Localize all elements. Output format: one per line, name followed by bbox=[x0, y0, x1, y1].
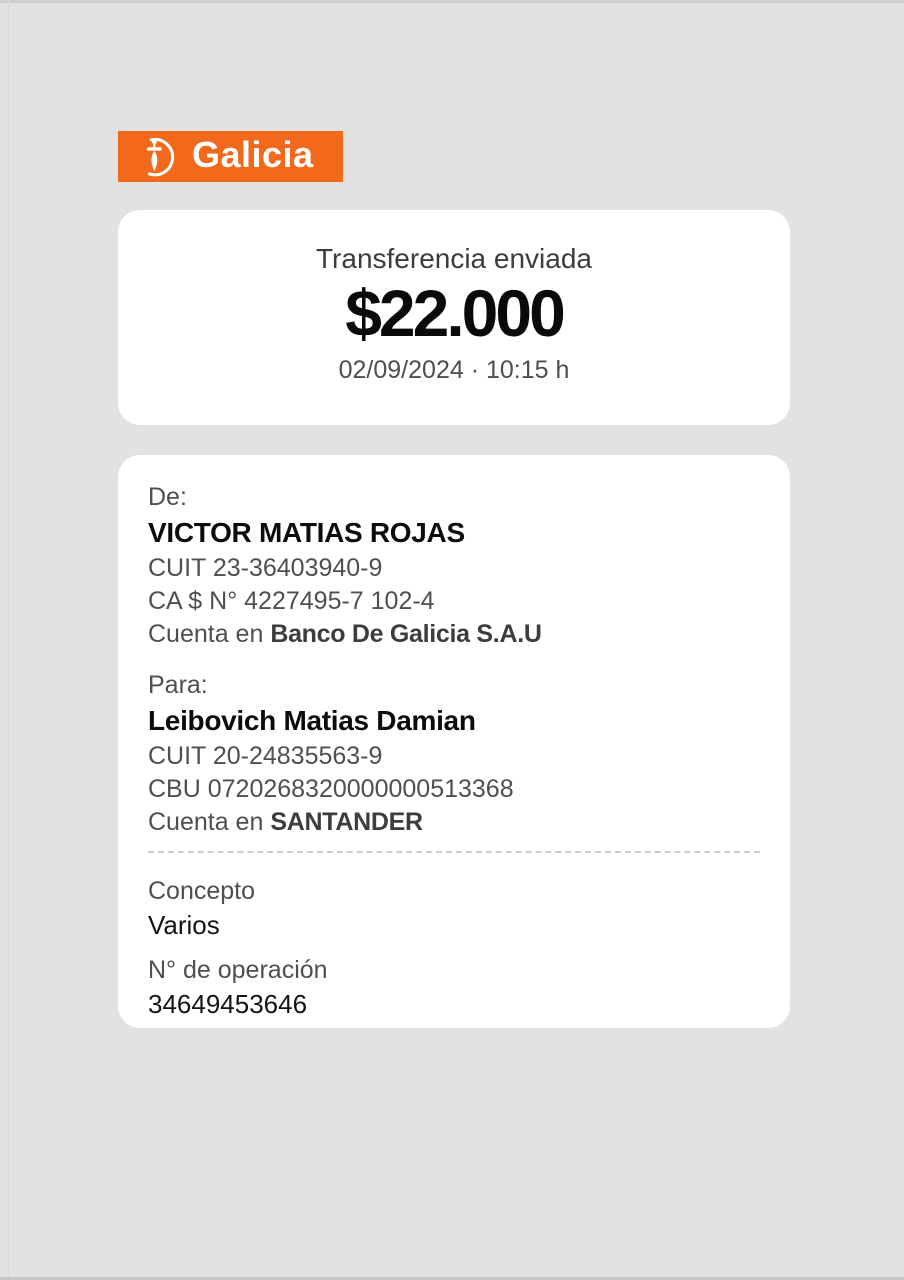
sender-name: VICTOR MATIAS ROJAS bbox=[148, 517, 465, 548]
concept-value: Varios bbox=[148, 910, 220, 940]
page-top-edge bbox=[0, 0, 904, 3]
transfer-datetime: 02/09/2024 · 10:15 h bbox=[338, 356, 570, 385]
galicia-logo bbox=[118, 131, 343, 182]
sender-cuit: CUIT 23-36403940-9 bbox=[148, 554, 383, 582]
recipient-section-label: Para: bbox=[148, 671, 208, 699]
recipient-bank-line bbox=[148, 806, 760, 839]
transfer-title: Transferencia enviada bbox=[315, 243, 592, 274]
galicia-sword-icon bbox=[126, 134, 188, 180]
recipient-name: Leibovich Matias Damian bbox=[148, 705, 476, 736]
recipient-cbu: CBU 0720268320000000513368 bbox=[148, 775, 514, 803]
concept-label: Concepto bbox=[148, 877, 256, 905]
sender-bank-line bbox=[148, 618, 760, 651]
galicia-wordmark: Galicia bbox=[192, 133, 314, 175]
page-left-edge-line bbox=[8, 0, 9, 1280]
operation-number-label: N° de operación bbox=[148, 956, 328, 984]
recipient-bank-name: SANTANDER bbox=[270, 808, 423, 836]
recipient-cuit: CUIT 20-24835563-9 bbox=[148, 742, 383, 770]
sender-account: CA $ N° 4227495-7 102-4 bbox=[148, 587, 435, 615]
recipient-bank-prefix: Cuenta en bbox=[148, 808, 271, 836]
sender-bank-name: Banco De Galicia S.A.U bbox=[270, 620, 542, 648]
transfer-amount: $22.000 bbox=[345, 276, 563, 350]
section-divider bbox=[148, 851, 760, 853]
sender-bank-prefix: Cuenta en bbox=[148, 620, 271, 648]
operation-number-value: 34649453646 bbox=[148, 989, 308, 1019]
transfer-summary-card bbox=[118, 210, 790, 425]
transfer-details-card bbox=[118, 455, 790, 1028]
sender-section-label: De: bbox=[148, 483, 187, 511]
